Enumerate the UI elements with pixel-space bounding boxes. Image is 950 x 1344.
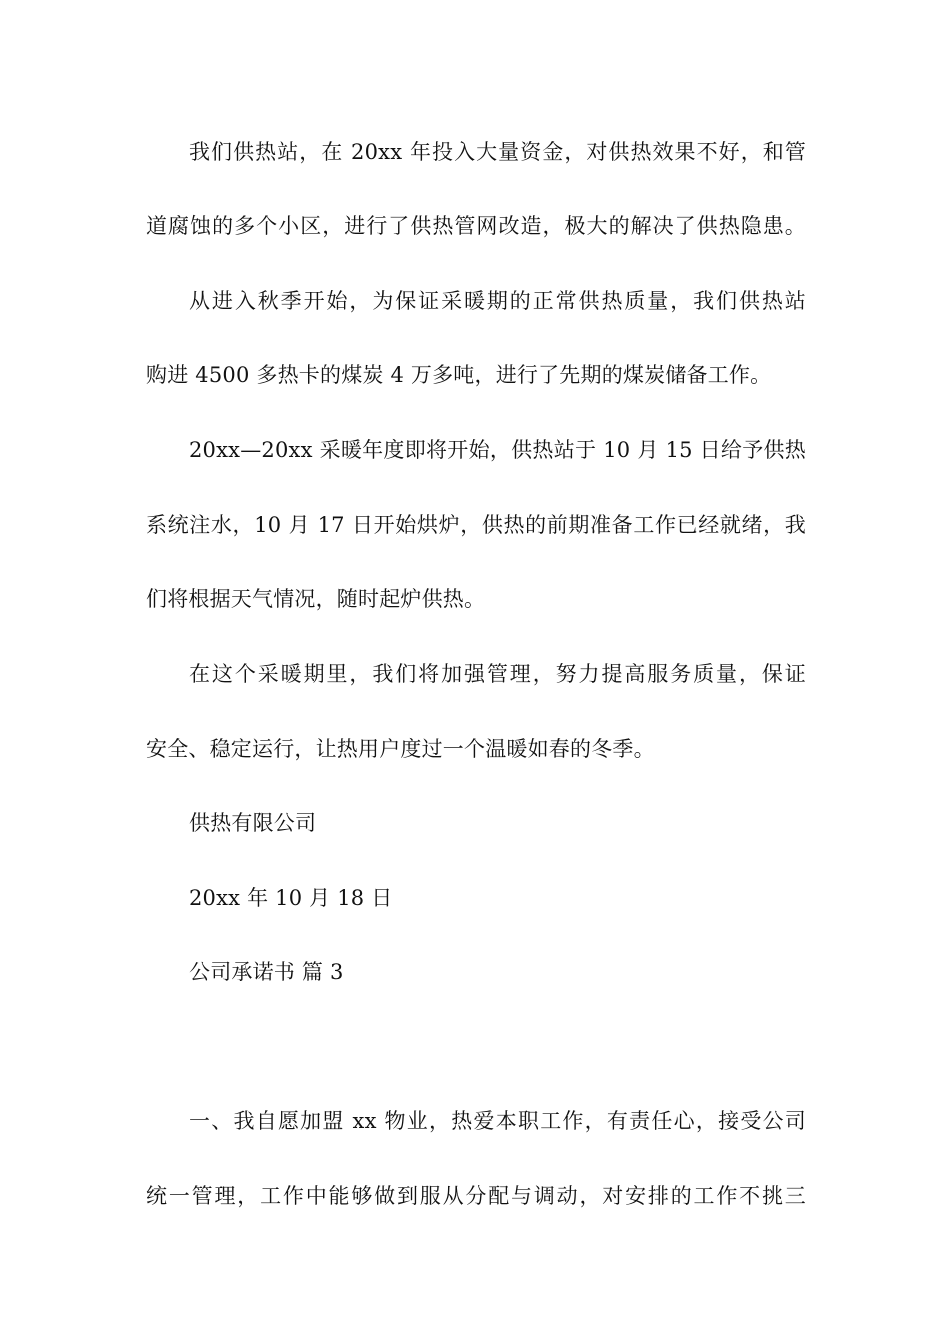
paragraph-line: 一、我自愿加盟 xx 物业，热爱本职工作，有责任心，接受公司	[189, 1109, 806, 1133]
section-heading: 公司承诺书 篇 3	[189, 960, 344, 984]
paragraph-line: 从进入秋季开始，为保证采暖期的正常供热质量，我们供热站	[189, 289, 806, 313]
document-date: 20xx 年 10 月 18 日	[189, 886, 393, 910]
paragraph-line: 20xx—20xx 采暖年度即将开始，供热站于 10 月 15 日给予供热	[189, 438, 806, 462]
paragraph-line: 系统注水，10 月 17 日开始烘炉，供热的前期准备工作已经就绪，我	[146, 513, 806, 537]
paragraph-line: 道腐蚀的多个小区，进行了供热管网改造，极大的解决了供热隐患。	[146, 214, 806, 238]
paragraph-line: 在这个采暖期里，我们将加强管理，努力提高服务质量，保证	[189, 662, 806, 686]
paragraph-line: 统一管理，工作中能够做到服从分配与调动，对安排的工作不挑三	[146, 1184, 806, 1208]
paragraph-line: 们将根据天气情况，随时起炉供热。	[146, 587, 486, 611]
paragraph-line: 购进 4500 多热卡的煤炭 4 万多吨，进行了先期的煤炭储备工作。	[146, 363, 772, 387]
company-name: 供热有限公司	[189, 811, 317, 835]
paragraph-line: 安全、稳定运行，让热用户度过一个温暖如春的冬季。	[146, 737, 655, 761]
paragraph-line: 我们供热站，在 20xx 年投入大量资金，对供热效果不好，和管	[189, 140, 806, 164]
